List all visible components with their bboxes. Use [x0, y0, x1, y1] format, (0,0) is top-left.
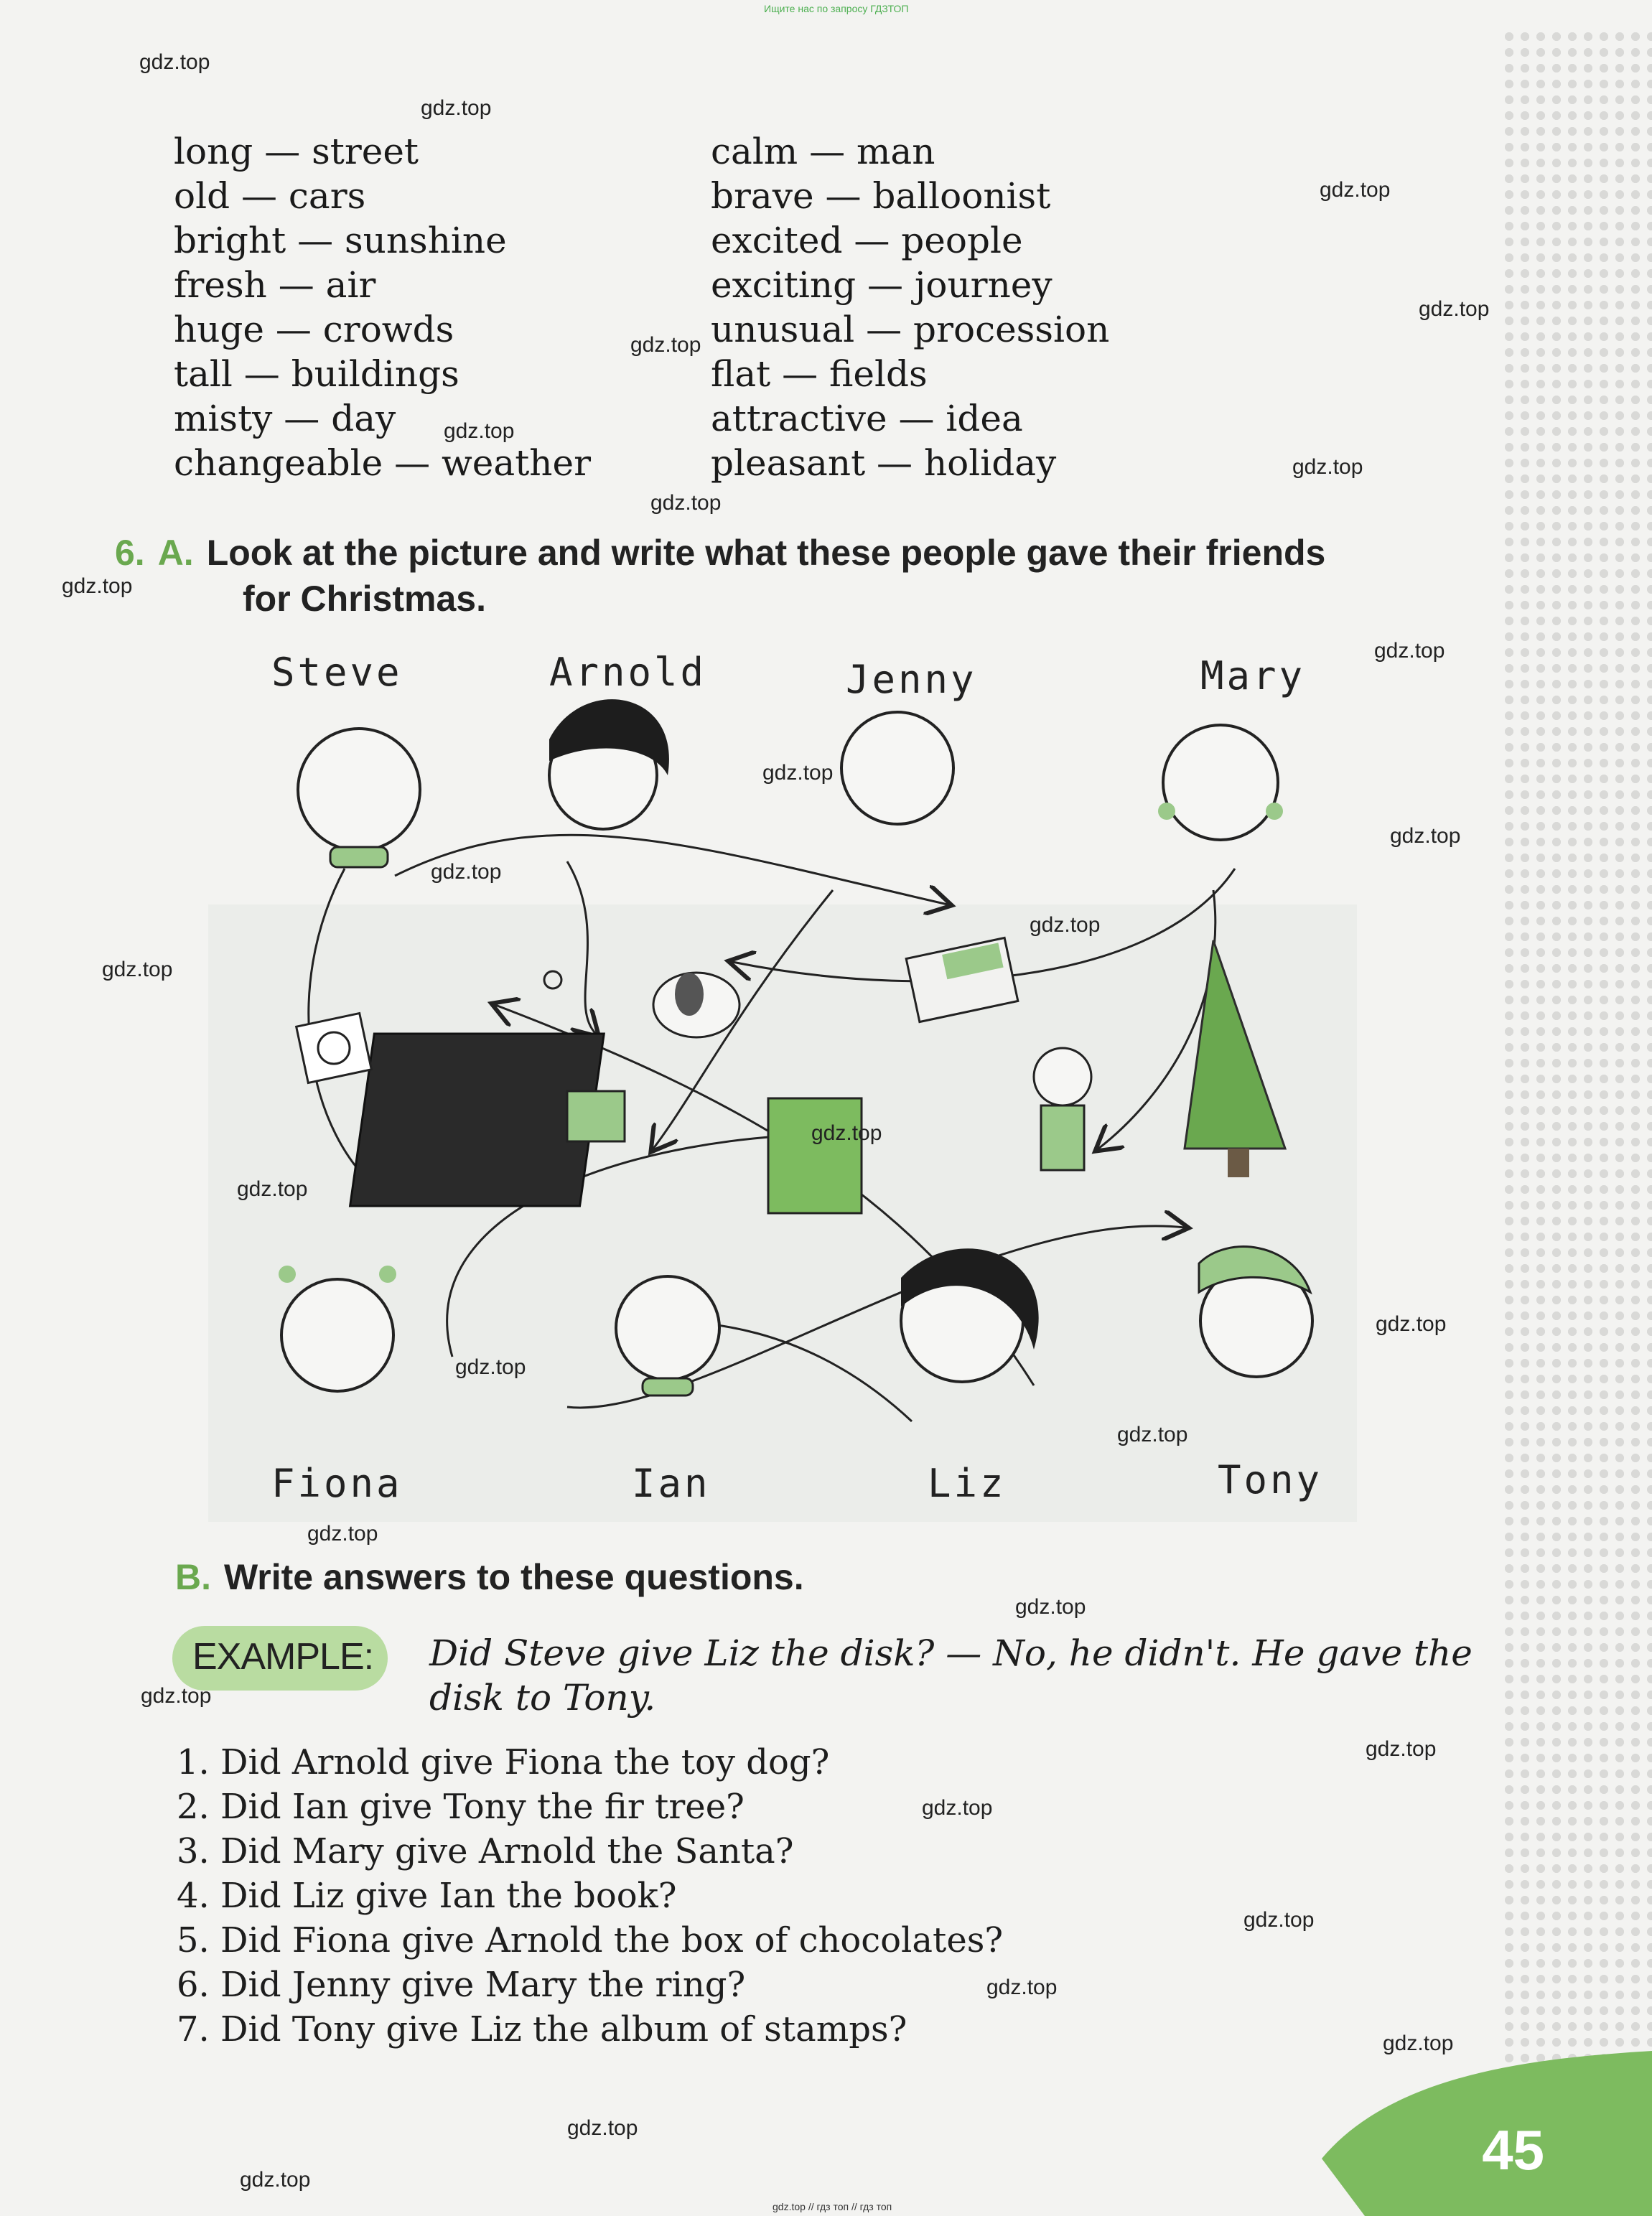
task-number: 6. — [115, 533, 145, 573]
watermark: gdz.top — [1015, 1595, 1086, 1619]
mary-head — [1163, 725, 1278, 840]
pair-item: flat — fields — [711, 353, 928, 395]
watermark: gdz.top — [141, 1684, 212, 1708]
pair-item: pleasant — holiday — [711, 442, 1057, 484]
watermark: gdz.top — [567, 2116, 638, 2140]
pair-item: misty — day — [174, 398, 396, 439]
pair-item: long — street — [174, 131, 419, 172]
pair-item: fresh — air — [174, 264, 376, 306]
question-item: 2. Did Ian give Tony the fir tree? — [177, 1787, 745, 1827]
example-label: EXAMPLE: — [192, 1636, 374, 1678]
disk-icon — [297, 1014, 372, 1083]
task-a-heading — [115, 530, 1325, 622]
question-item: 5. Did Fiona give Arnold the box of chocolates? — [177, 1920, 1004, 1960]
watermark: gdz.top — [811, 1121, 882, 1145]
name-fiona: Fiona — [271, 1461, 403, 1506]
watermark: gdz.top — [139, 50, 210, 74]
decorative-dot-strip — [1501, 29, 1652, 2096]
pair-item: exciting — journey — [711, 264, 1053, 306]
task-b-text: Write answers to these questions. — [224, 1557, 804, 1597]
task-b-heading — [175, 1556, 804, 1598]
watermark: gdz.top — [650, 491, 722, 515]
name-liz: Liz — [928, 1461, 1007, 1506]
watermark: gdz.top — [237, 1177, 308, 1201]
name-tony: Tony — [1218, 1457, 1323, 1502]
question-item: 4. Did Liz give Ian the book? — [177, 1876, 677, 1916]
example-line-1: Did Steve give Liz the disk? — No, he didn't. He gave the — [429, 1632, 1473, 1674]
watermark: gdz.top — [431, 860, 502, 884]
watermark: gdz.top — [1419, 297, 1490, 321]
question-list — [177, 1740, 1003, 2052]
name-jenny: Jenny — [846, 657, 977, 702]
watermark: gdz.top — [240, 2168, 311, 2192]
question-item: 6. Did Jenny give Mary the ring? — [177, 1965, 746, 2005]
watermark: gdz.top — [1117, 1423, 1188, 1446]
question-item: 7. Did Tony give Liz the album of stamps? — [177, 2009, 907, 2049]
watermark: gdz.top — [986, 1976, 1058, 1999]
watermark: gdz.top — [455, 1355, 526, 1379]
watermark: gdz.top — [1292, 455, 1363, 479]
watermark: gdz.top — [1030, 913, 1101, 937]
watermark: gdz.top — [1383, 2032, 1454, 2055]
header-note: Ищите нас по запросу ГДЗТОП — [764, 3, 909, 14]
pair-item: brave — balloonist — [711, 175, 1051, 217]
watermark: gdz.top — [307, 1522, 378, 1546]
task-a-text-2: for Christmas. — [243, 579, 486, 619]
task-letter: A. — [157, 533, 194, 573]
ian-head — [616, 1276, 719, 1380]
example-line-2: disk to Tony. — [429, 1677, 656, 1719]
watermark: gdz.top — [102, 958, 173, 981]
pair-item: changeable — weather — [174, 442, 591, 484]
watermark: gdz.top — [1243, 1908, 1315, 1932]
name-mary: Mary — [1200, 653, 1306, 698]
pair-item: old — cars — [174, 175, 366, 217]
watermark: gdz.top — [922, 1796, 993, 1820]
pair-item: attractive — idea — [711, 398, 1023, 439]
pair-item: bright — sunshine — [174, 220, 507, 261]
pair-item: huge — crowds — [174, 309, 454, 350]
name-arnold: Arnold — [549, 650, 707, 695]
pair-item: excited — people — [711, 220, 1023, 261]
question-item: 1. Did Arnold give Fiona the toy dog? — [177, 1742, 830, 1782]
book-icon — [768, 1098, 862, 1213]
footer-note: gdz.top // гдз топ // гдз топ — [773, 2201, 892, 2212]
album-icon — [350, 1034, 605, 1206]
example-sentence — [429, 1631, 1492, 1720]
pairs-left-column — [174, 129, 591, 485]
watermark: gdz.top — [630, 333, 701, 357]
pair-item: unusual — procession — [711, 309, 1110, 350]
jenny-head — [841, 712, 953, 824]
santa-icon — [1034, 1048, 1091, 1105]
task-a-text: Look at the picture and write what these people gave their friends — [206, 533, 1326, 573]
watermark: gdz.top — [1376, 1312, 1447, 1336]
pair-item: calm — man — [711, 131, 935, 172]
task-b-letter: B. — [175, 1557, 211, 1597]
name-steve: Steve — [271, 650, 403, 695]
watermark: gdz.top — [62, 574, 133, 598]
pair-item: tall — buildings — [174, 353, 459, 395]
watermark: gdz.top — [421, 96, 492, 120]
page-number: 45 — [1482, 2118, 1544, 2182]
watermark: gdz.top — [1374, 639, 1445, 663]
fiona-head — [281, 1279, 393, 1391]
watermark: gdz.top — [1366, 1737, 1437, 1761]
watermark: gdz.top — [1390, 824, 1461, 848]
question-item: 3. Did Mary give Arnold the Santa? — [177, 1831, 794, 1871]
watermark: gdz.top — [762, 761, 834, 785]
steve-head — [298, 729, 420, 851]
watermark: gdz.top — [444, 419, 515, 443]
pairs-right-column — [711, 129, 1109, 485]
watermark: gdz.top — [1320, 178, 1391, 202]
name-ian: Ian — [632, 1461, 711, 1506]
